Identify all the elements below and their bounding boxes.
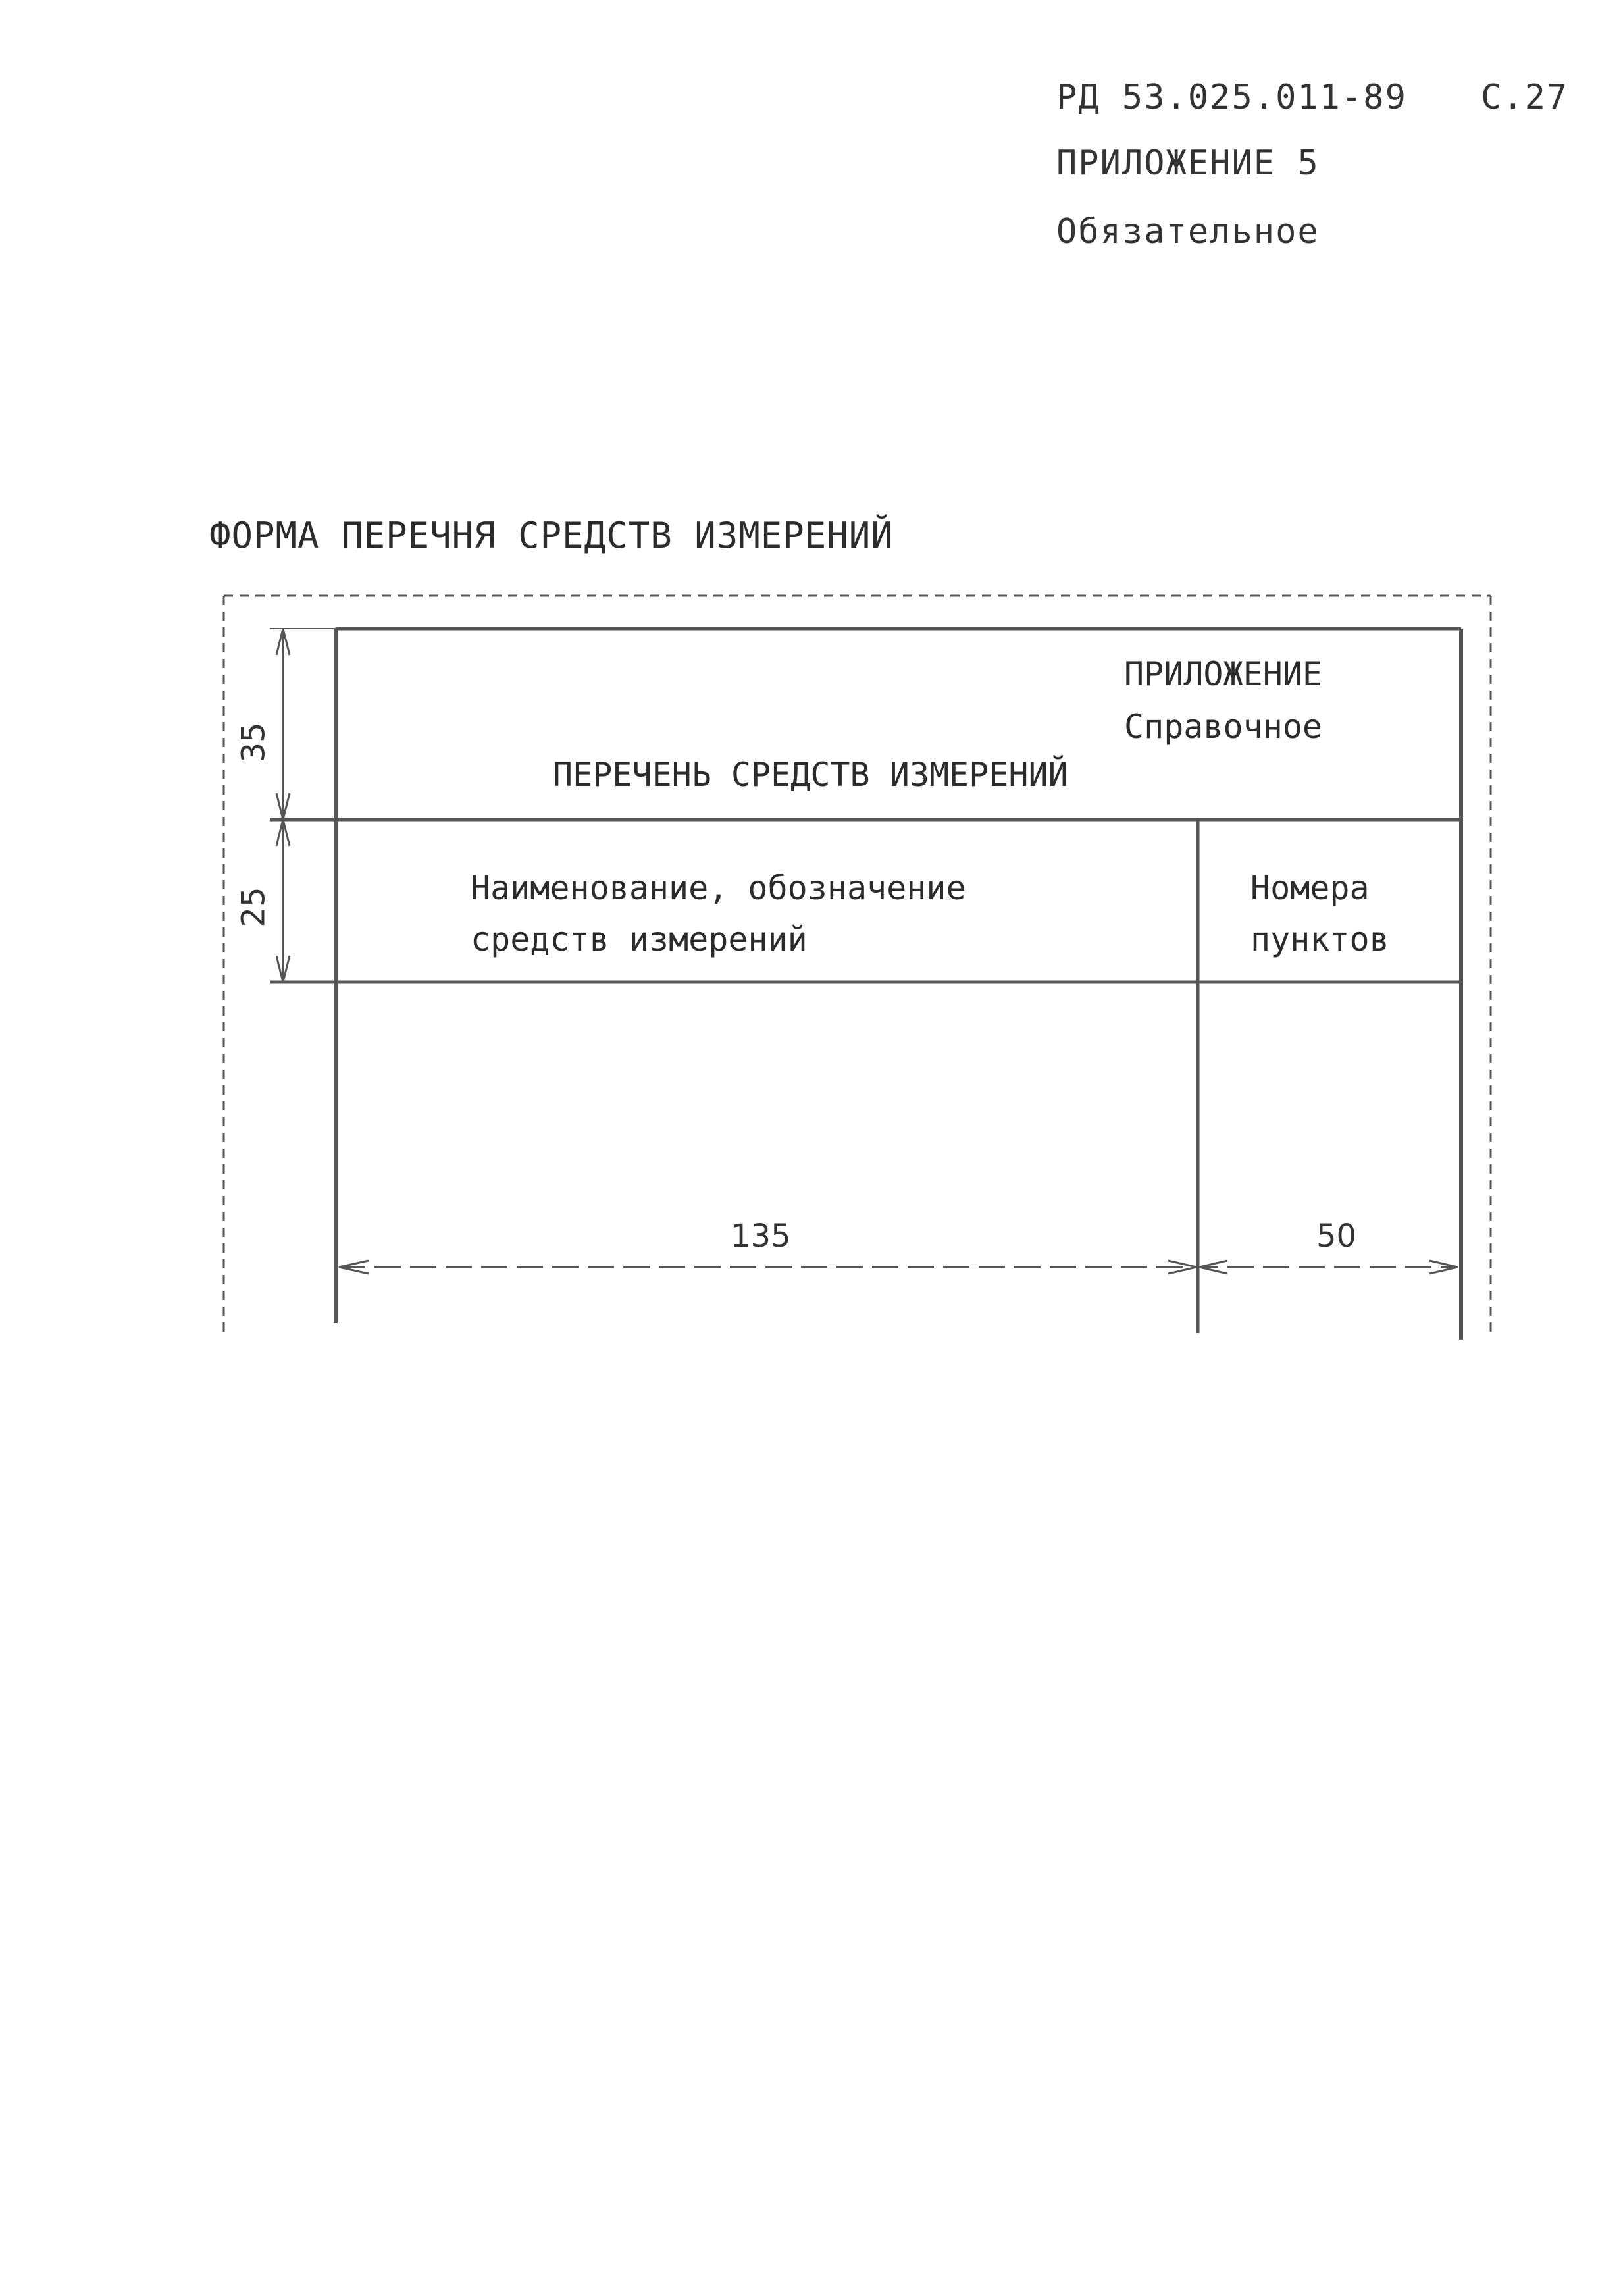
form-appendix-status: Справочное — [1124, 708, 1323, 746]
document-code: РД 53.025.011-89 — [1056, 78, 1407, 117]
appendix-status: Обязательное — [1056, 212, 1320, 251]
column-header-points-line1: Номера — [1250, 869, 1370, 907]
column-header-name-line1: Наименование, обозначение — [471, 869, 966, 907]
dimension-header-height: 35 — [235, 722, 272, 763]
dimension-col2-width: 50 — [1316, 1218, 1357, 1255]
dimension-col1-width: 135 — [731, 1218, 791, 1255]
appendix-number: ПРИЛОЖЕНИЕ 5 — [1056, 144, 1320, 183]
column-header-points-line2: пунктов — [1250, 920, 1389, 958]
column-header-name-line2: средств измерений — [471, 920, 808, 958]
dimension-column-header-height: 25 — [235, 887, 272, 927]
form-appendix-label: ПРИЛОЖЕНИЕ — [1124, 655, 1323, 693]
page-number: С.27 — [1481, 78, 1569, 117]
form-title: ФОРМА ПЕРЕЧНЯ СРЕДСТВ ИЗМЕРЕНИЙ — [209, 515, 893, 556]
form-list-title: ПЕРЕЧЕНЬ СРЕДСТВ ИЗМЕРЕНИЙ — [553, 756, 1068, 794]
